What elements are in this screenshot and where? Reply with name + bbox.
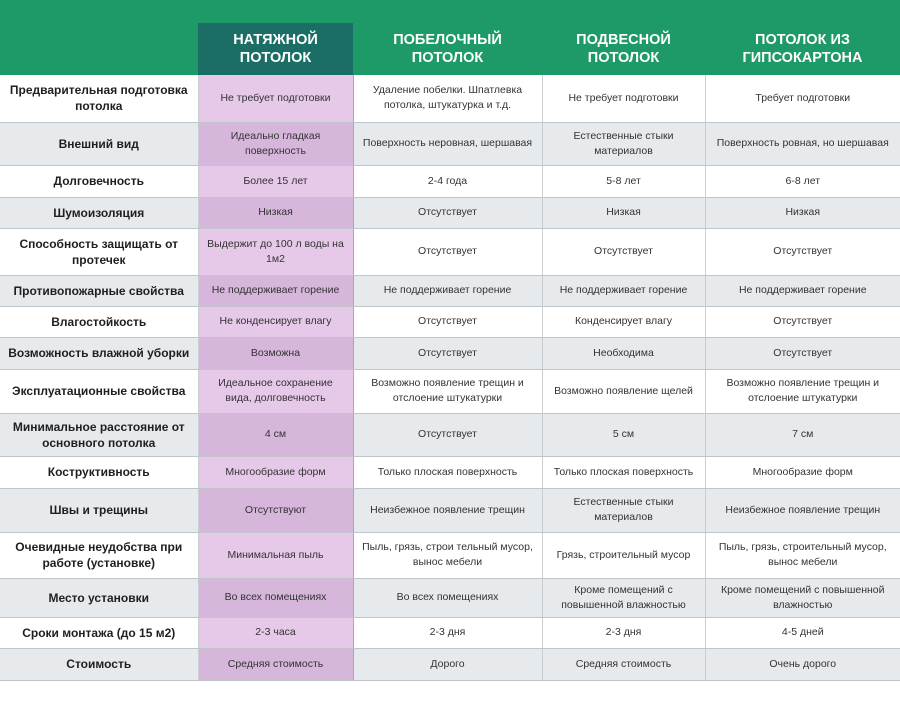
table-cell: Естественные стыки материалов [542,122,705,165]
table-cell: Неизбежное появление трещин [705,488,900,532]
table-cell: 4-5 дней [705,617,900,648]
table-cell: Пыль, грязь, строительный мусор, вынос мебели [705,532,900,578]
table-row [0,165,900,197]
table-cell: Во всех помещениях [198,578,353,617]
table-cell: 2-3 дня [542,617,705,648]
table-cell: Отсутствует [353,337,542,369]
table-cell: 2-3 дня [353,617,542,648]
row-label: Коструктивность [0,456,198,488]
table-cell: Кроме помещений с повышенной влажностью [542,578,705,617]
row-label: Долговечность [0,165,198,197]
table-row [0,275,900,306]
column-header-whitewash: ПОБЕЛОЧНЫЙ ПОТОЛОК [393,32,502,66]
row-label: Предварительная подготовка потолка [0,75,198,122]
row-label: Стоимость [0,648,198,680]
table-row [0,648,900,680]
table-cell: Средняя стоимость [198,648,353,680]
table-cell: Поверхность ровная, но шершавая [705,122,900,165]
table-cell: Низкая [542,197,705,228]
row-label: Возможность влажной уборки [0,337,198,369]
table-cell: Многообразие форм [705,456,900,488]
table-cell: Низкая [198,197,353,228]
table-row [0,197,900,228]
table-cell: Не поддерживает горение [542,275,705,306]
row-label: Минимальное расстояние от основного потолка [0,413,198,456]
row-label: Шумоизоляция [0,197,198,228]
table-cell: Отсутствуют [198,488,353,532]
table-row [0,456,900,488]
row-label: Эксплуатационные свойства [0,369,198,413]
table-cell: Не поддерживает горение [198,275,353,306]
table-cell: Только плоская поверхность [353,456,542,488]
table-cell: Более 15 лет [198,165,353,197]
row-label: Место установки [0,578,198,617]
table-row [0,532,900,578]
row-label: Противопожарные свойства [0,275,198,306]
table-cell: Отсутствует [353,413,542,456]
table-cell: Неизбежное появление трещин [353,488,542,532]
table-cell: Возможно появление трещин и отслоение штукатурки [705,369,900,413]
row-label: Влагостойкость [0,306,198,337]
table-cell: 4 см [198,413,353,456]
table-cell: Отсутствует [353,306,542,337]
table-cell: Отсутствует [353,197,542,228]
table-cell: Дорого [353,648,542,680]
table-cell: Не поддерживает горение [705,275,900,306]
table-cell: Конденсирует влагу [542,306,705,337]
table-cell: Не поддерживает горение [353,275,542,306]
table-row [0,122,900,165]
table-cell: Возможна [198,337,353,369]
column-header-drywall: ПОТОЛОК ИЗ ГИПСОКАРТОНА [742,32,863,66]
table-cell: Грязь, строительный мусор [542,532,705,578]
table-cell: Необходима [542,337,705,369]
table-cell: Только плоская поверхность [542,456,705,488]
table-cell: 7 см [705,413,900,456]
table-row [0,369,900,413]
table-row [0,488,900,532]
table-row [0,306,900,337]
table-row [0,578,900,617]
table-cell: 2-3 часа [198,617,353,648]
row-label: Внешний вид [0,122,198,165]
table-cell: Многообразие форм [198,456,353,488]
table-cell: Не требует подготовки [198,75,353,122]
table-cell: Естественные стыки материалов [542,488,705,532]
table-cell: Отсутствует [705,306,900,337]
row-label: Сроки монтажа (до 15 м2) [0,617,198,648]
table-cell: Выдержит до 100 л воды на 1м2 [198,228,353,275]
table-row [0,413,900,456]
table-cell: Идеально гладкая поверхность [198,122,353,165]
table-cell: Пыль, грязь, строи тельный мусор, вынос мебели [353,532,542,578]
table-cell: Отсутствует [705,337,900,369]
column-header-stretch: НАТЯЖНОЙ ПОТОЛОК [233,32,318,66]
table-cell: Кроме помещений с повышенной влажностью [705,578,900,617]
table-cell: Возможно появление щелей [542,369,705,413]
table-cell: 5-8 лет [542,165,705,197]
table-cell: Поверхность неровная, шершавая [353,122,542,165]
table-cell: Минимальная пыль [198,532,353,578]
row-label: Способность защищать от протечек [0,228,198,275]
table-cell: Требует подготовки [705,75,900,122]
row-label: Очевидные неудобства при работе (установке) [0,532,198,578]
table-cell: Не требует подготовки [542,75,705,122]
table-row [0,337,900,369]
table-cell: 5 см [542,413,705,456]
table-row [0,75,900,122]
comparison-table [0,75,900,681]
table-cell: Очень дорого [705,648,900,680]
table-cell: Отсутствует [705,228,900,275]
table-cell: Удаление побелки. Шпатлевка потолка, штукатурка и т.д. [353,75,542,122]
table-row [0,228,900,275]
table-cell: 6-8 лет [705,165,900,197]
column-header-suspended: ПОДВЕСНОЙ ПОТОЛОК [576,32,671,66]
table-row [0,617,900,648]
table-cell: Во всех помещениях [353,578,542,617]
row-label: Швы и трещины [0,488,198,532]
table-cell: Идеальное сохранение вида, долговечность [198,369,353,413]
table-cell: Не конденсирует влагу [198,306,353,337]
table-cell: Отсутствует [542,228,705,275]
table-cell: 2-4 года [353,165,542,197]
table-cell: Отсутствует [353,228,542,275]
table-cell: Средняя стоимость [542,648,705,680]
table-cell: Возможно появление трещин и отслоение штукатурки [353,369,542,413]
table-cell: Низкая [705,197,900,228]
